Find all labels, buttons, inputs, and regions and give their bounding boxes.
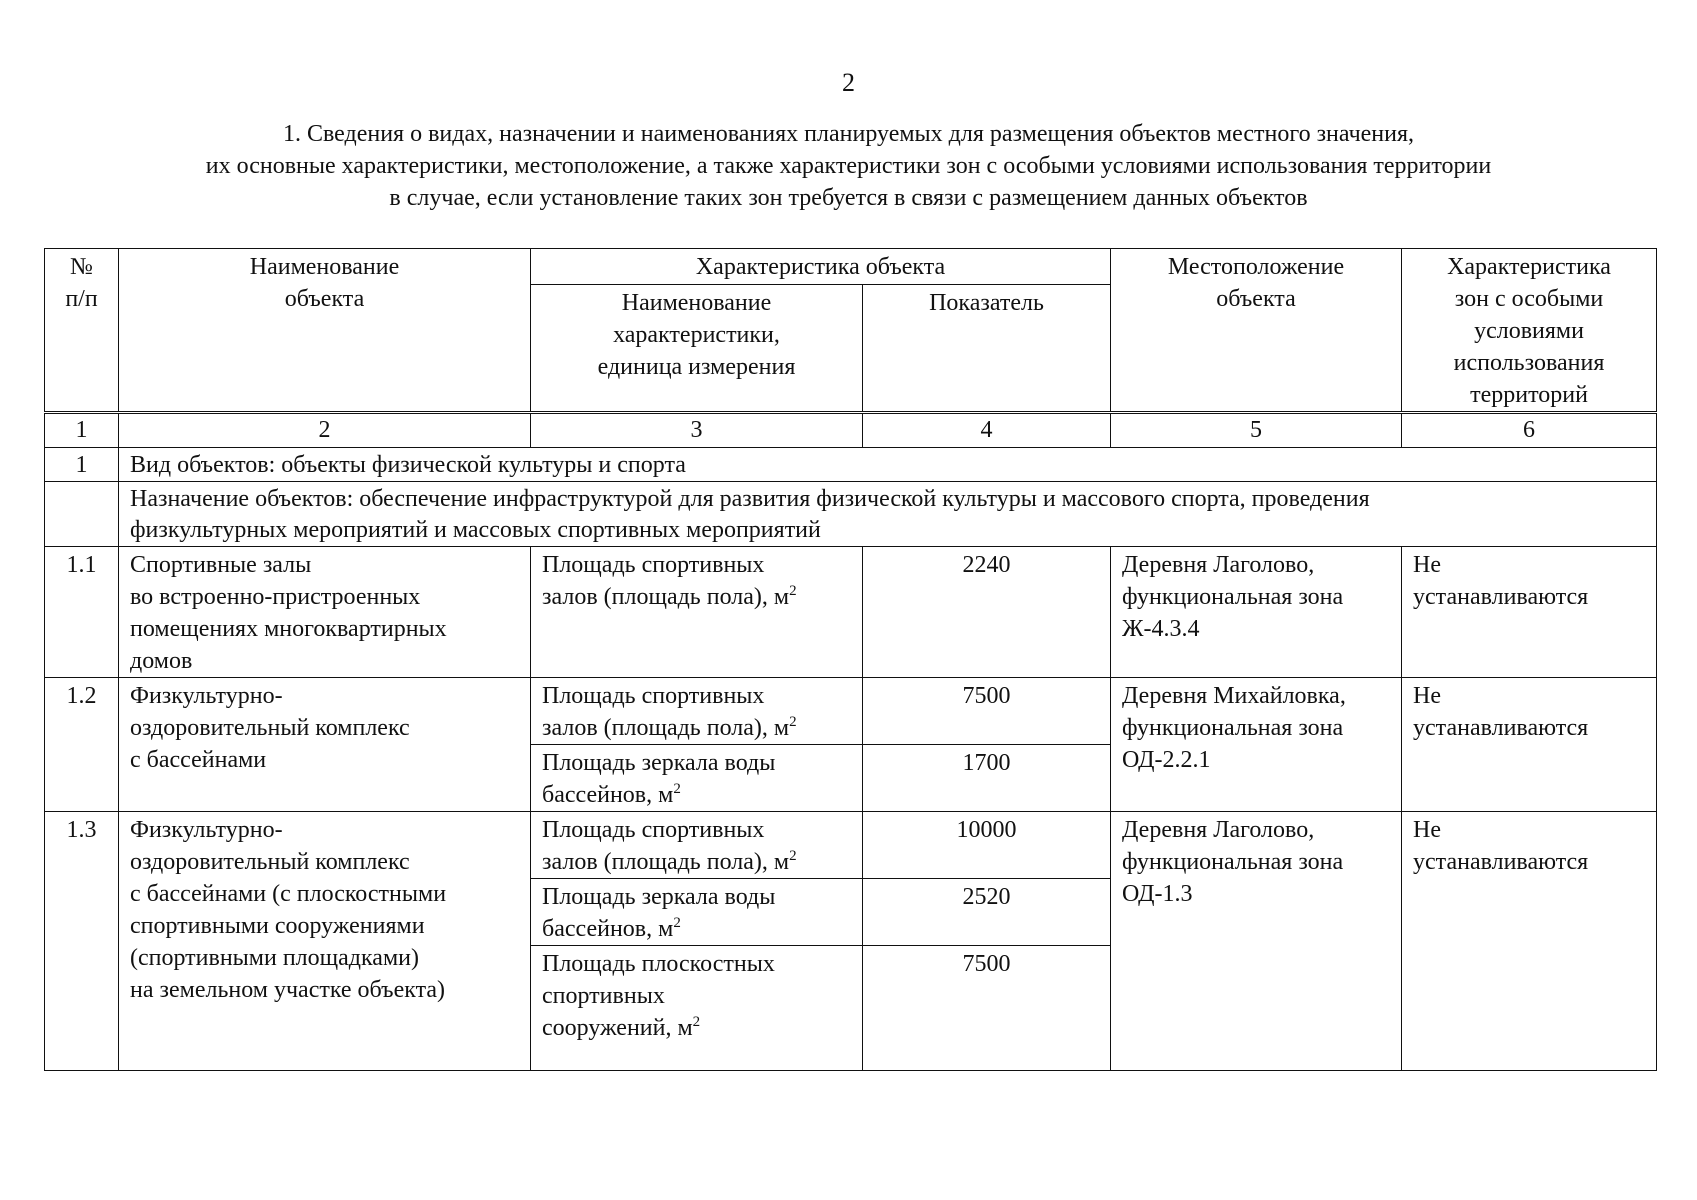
characteristic-name: Площадь плоскостных спортивных сооружений, $м^2$	[531, 946, 863, 1071]
column-number: 1	[45, 413, 119, 448]
characteristic-name: Площадь спортивных залов (площадь пола), $м^2$	[531, 812, 863, 879]
indicator-value: 1700	[863, 745, 1111, 812]
header-location: Местоположение объекта	[1111, 249, 1402, 413]
section-purpose: Назначение объектов: обеспечение инфраструктурой для развития физической культуры и массового спорта, проведения физкультурных мероприятий и массовых спортивных мероприятий	[119, 482, 1657, 547]
objects-table	[44, 248, 1657, 1071]
characteristic-name: Площадь спортивных залов (площадь пола), $м^2$	[531, 547, 863, 678]
object-location: Деревня Лаголово, функциональная зона ОД-1.3	[1111, 812, 1402, 1071]
header-zones: Характеристика зон с особыми условиями использования территорий	[1402, 249, 1657, 413]
header-indicator: Показатель	[863, 285, 1111, 413]
header-characteristic-name: Наименование характеристики, единица измерения	[531, 285, 863, 413]
zones-characteristic: Не устанавливаются	[1402, 678, 1657, 812]
object-location: Деревня Лаголово, функциональная зона Ж-4.3.4	[1111, 547, 1402, 678]
header-num: № п/п	[45, 249, 119, 413]
header-characteristic: Характеристика объекта	[531, 249, 1111, 285]
column-number: 6	[1402, 413, 1657, 448]
section-kind-row	[45, 448, 1657, 482]
table-header-row	[45, 249, 1657, 285]
indicator-value: 2240	[863, 547, 1111, 678]
section-heading	[60, 118, 1637, 214]
section-purpose-row	[45, 482, 1657, 547]
table-row	[45, 547, 1657, 678]
row-number: 1.1	[45, 547, 119, 678]
indicator-value: 10000	[863, 812, 1111, 879]
column-number: 4	[863, 413, 1111, 448]
object-name: Физкультурно- оздоровительный комплекс с бассейнами (с плоскостными спортивными сооружениями (спортивными площадками) на земельном участке объекта)	[119, 812, 531, 1071]
zones-characteristic: Не устанавливаются	[1402, 812, 1657, 1071]
header-object-name: Наименование объекта	[119, 249, 531, 413]
column-number: 5	[1111, 413, 1402, 448]
object-name: Спортивные залы во встроенно-пристроенных помещениях многоквартирных домов	[119, 547, 531, 678]
row-number: 1.2	[45, 678, 119, 812]
table-row	[45, 812, 1657, 879]
column-number: 3	[531, 413, 863, 448]
heading-line: в случае, если установление таких зон требуется в связи с размещением данных объектов	[389, 185, 1308, 211]
section-kind: Вид объектов: объекты физической культуры и спорта	[119, 448, 1657, 482]
column-number-row	[45, 413, 1657, 448]
indicator-value: 7500	[863, 678, 1111, 745]
section-number: 1	[45, 448, 119, 482]
characteristic-name: Площадь зеркала воды бассейнов, $м^2$	[531, 745, 863, 812]
indicator-value: 7500	[863, 946, 1111, 1071]
section-purpose-empty	[45, 482, 119, 547]
indicator-value: 2520	[863, 879, 1111, 946]
page-number: 2	[842, 68, 855, 97]
characteristic-name: Площадь спортивных залов (площадь пола), $м^2$	[531, 678, 863, 745]
object-name: Физкультурно- оздоровительный комплекс с бассейнами	[119, 678, 531, 812]
table-row	[45, 678, 1657, 745]
column-number: 2	[119, 413, 531, 448]
row-number: 1.3	[45, 812, 119, 1071]
heading-line: их основные характеристики, местоположение, а также характеристики зон с особыми условиями использования территории	[205, 153, 1492, 179]
zones-characteristic: Не устанавливаются	[1402, 547, 1657, 678]
characteristic-name: Площадь зеркала воды бассейнов, $м^2$	[531, 879, 863, 946]
heading-line: 1. Сведения о видах, назначении и наименованиях планируемых для размещения объектов местного значения,	[282, 121, 1415, 147]
object-location: Деревня Михайловка, функциональная зона ОД-2.2.1	[1111, 678, 1402, 812]
